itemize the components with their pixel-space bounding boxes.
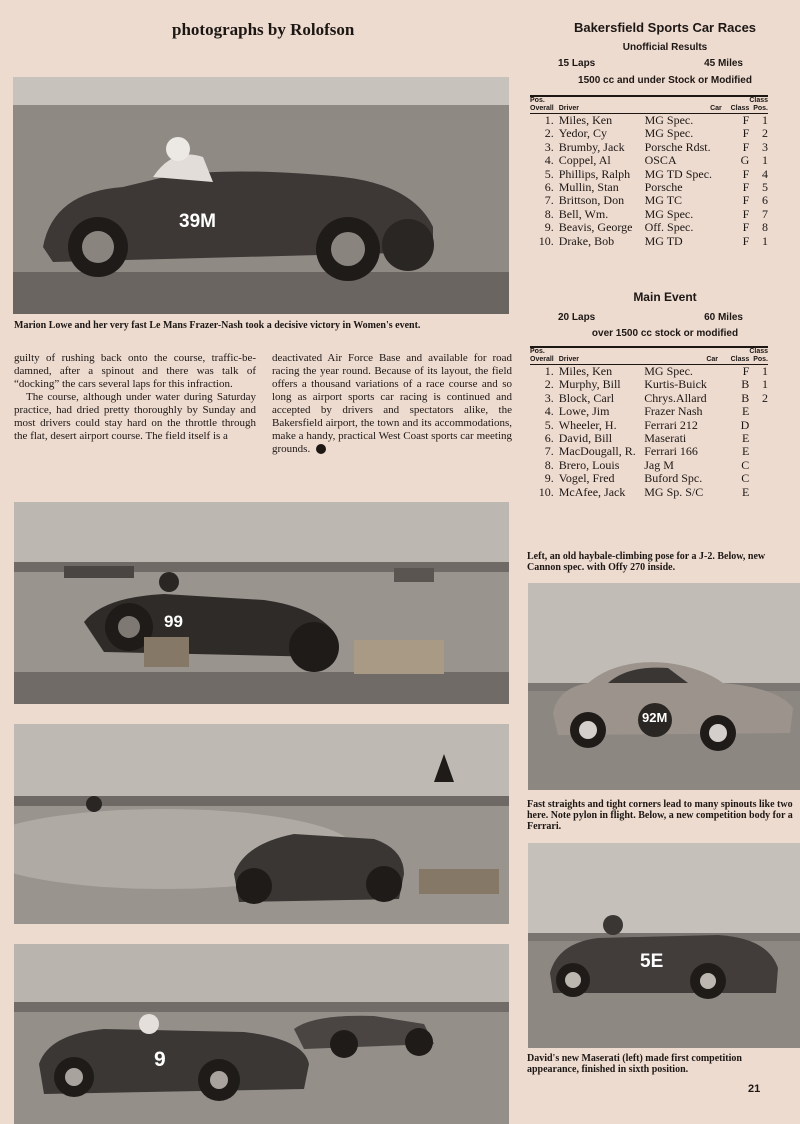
table-row (530, 445, 768, 458)
cell-position: 5. (544, 417, 554, 432)
cell-driver: Brumby, Jack (558, 139, 625, 154)
cell-driver: Brero, Louis (558, 457, 620, 472)
table-row (530, 168, 768, 181)
cell-class: B (741, 377, 750, 392)
cell-car: MG Spec. (644, 364, 693, 378)
header-car: Car (644, 347, 728, 365)
cell-class-position: 8 (762, 220, 768, 235)
cell-class: F (742, 206, 750, 221)
table-row (530, 181, 768, 194)
cell-class: F (742, 364, 750, 378)
cell-car: MG TD Spec. (644, 166, 713, 181)
cell-position: 4. (544, 404, 554, 419)
cell-class-position: 5 (762, 180, 768, 195)
cell-class: G (740, 153, 750, 168)
car-number-cannon: 92M (642, 710, 668, 725)
table-row (530, 405, 768, 418)
cell-car: MG Spec. (644, 206, 694, 221)
cell-car: MG Sp. S/C (644, 484, 704, 499)
cell-class-position: 6 (762, 193, 768, 208)
cell-position: 2. (544, 377, 554, 392)
cell-position: 5. (544, 166, 554, 181)
cell-class-position (749, 419, 768, 432)
race2-results-table (530, 346, 768, 499)
cell-car: MG TC (644, 193, 683, 208)
cell-class: E (741, 444, 750, 459)
cell-class-position: 1 (762, 153, 768, 168)
cell-position: 7. (544, 444, 554, 459)
cell-driver: David, Bill (558, 431, 613, 446)
table-row (530, 486, 768, 499)
table-row (530, 141, 768, 154)
cell-class: F (742, 113, 750, 127)
cell-car: Ferrari 212 (644, 417, 698, 432)
cell-class-position (749, 405, 768, 418)
cell-car: Ferrari 166 (644, 444, 698, 459)
car-number-frazer-nash: 39M (179, 211, 216, 232)
cell-car: MG Spec. (644, 126, 694, 141)
caption-straights: Fast straights and tight corners lead to many spinouts like two here. Note pylon in flight. Below, a new competition body for a Ferrari. (527, 799, 793, 832)
cell-position: 4. (544, 153, 554, 168)
table-row (530, 365, 768, 379)
cell-driver: Lowe, Jim (558, 404, 610, 419)
table-row (530, 194, 768, 207)
race1-class: 1500 cc and under Stock or Modified (578, 75, 752, 86)
table-header-row (530, 347, 768, 365)
car-number-j2: 99 (164, 612, 183, 631)
race1-laps: 15 Laps (558, 58, 596, 69)
race2-laps-row (558, 312, 743, 323)
cell-class: D (740, 417, 750, 432)
paragraph: deactivated Air Force Base and available for road racing the year round. Because of its layout, the field offers a thousand variations of a race course and so long as airport sports car racing is continued and accepted by drivers and spectators alike, the Bakersfield airport, the town and its accommodations, make a handy, practical West Coast sports car meeting grounds. (272, 352, 512, 455)
header-class-pos: Class Pos. (749, 97, 768, 112)
race2-title: Main Event (633, 290, 697, 304)
car-number-maserati: 9 (154, 1048, 166, 1071)
race2-laps: 20 Laps (558, 312, 596, 323)
cell-position: 6. (544, 431, 554, 446)
cell-class-position: 7 (762, 206, 768, 221)
cell-driver: Beavis, George (558, 220, 633, 235)
header-class: Class (728, 347, 749, 365)
cell-position: 1. (544, 364, 554, 378)
race2-miles: 60 Miles (704, 312, 743, 323)
photo-maserati (14, 944, 509, 1124)
header-class: Class (728, 96, 750, 114)
cell-position: 3. (544, 390, 554, 405)
cell-class-position: 1 (762, 233, 768, 248)
table-row (530, 208, 768, 221)
byline: photographs by Rolofson (172, 20, 355, 39)
cell-car: OSCA (644, 153, 677, 168)
header-driver: Driver (559, 347, 645, 365)
table-header-row (530, 96, 768, 114)
cell-position: 9. (544, 220, 554, 235)
table-row (530, 378, 768, 391)
race2-class: over 1500 cc stock or modified (591, 328, 739, 339)
cell-driver: Miles, Ken (558, 364, 613, 378)
cell-position: 10. (538, 484, 554, 499)
cell-class-position: 4 (762, 166, 768, 181)
table-row (530, 432, 768, 445)
cell-position: 6. (544, 180, 554, 195)
cell-class-position (749, 459, 768, 472)
race1-laps-row (558, 58, 743, 69)
cell-car: Kurtis-Buick (644, 377, 707, 392)
cell-class-position: 2 (762, 390, 768, 405)
cell-class: F (742, 139, 750, 154)
table-row (530, 235, 768, 248)
cell-car: Jag M (644, 457, 674, 472)
cell-class: E (741, 484, 750, 499)
cell-position: 8. (544, 457, 554, 472)
photo-ferrari-body (528, 843, 800, 1048)
cell-class: F (742, 233, 750, 248)
cell-driver: McAfee, Jack (558, 484, 626, 499)
header-car: Car (645, 96, 728, 114)
cell-class: E (741, 404, 750, 419)
cell-position: 2. (544, 126, 554, 141)
table-row (530, 392, 768, 405)
paragraph: guilty of rushing back onto the course, traffic-be-damned, after a spinout and there was talk of “docking” the cars several laps for this infraction. (14, 352, 256, 390)
cell-position: 9. (544, 471, 554, 486)
cell-driver: Yedor, Cy (558, 126, 608, 141)
cell-car: Porsche Rdst. (644, 139, 711, 154)
cell-driver: Mullin, Stan (558, 180, 619, 195)
cell-class: F (742, 166, 750, 181)
article-column-2 (272, 352, 512, 456)
table-row (530, 221, 768, 234)
cell-position: 10. (538, 233, 554, 248)
cell-car: MG Spec. (644, 113, 694, 127)
photo-j2-haybale (14, 502, 509, 704)
table-row (530, 154, 768, 167)
header-class-pos: Class Pos. (749, 348, 768, 363)
cell-class: F (742, 193, 750, 208)
end-mark-icon (316, 444, 326, 454)
race1-results-table (530, 95, 768, 248)
cell-position: 3. (544, 139, 554, 154)
cell-class: C (741, 471, 750, 486)
photo-cannon-spec (528, 583, 800, 790)
cell-driver: Murphy, Bill (558, 377, 621, 392)
page-number: 21 (748, 1083, 761, 1095)
cell-position: 8. (544, 206, 554, 221)
cell-class-position: 3 (762, 139, 768, 154)
cell-car: Off. Spec. (644, 220, 694, 235)
cell-car: MG TD (644, 233, 683, 248)
cell-class-position (749, 486, 768, 499)
table-row (530, 127, 768, 140)
cell-driver: Brittson, Don (558, 193, 625, 208)
header-pos: Pos. Overall (530, 96, 559, 114)
cell-class-position: 2 (762, 126, 768, 141)
cell-class-position: 1 (762, 364, 768, 378)
caption-frazer-nash: Marion Lowe and her very fast Le Mans Frazer-Nash took a decisive victory in Women's event. (14, 320, 421, 331)
cell-class-position (749, 472, 768, 485)
cell-class: F (742, 126, 750, 141)
cell-position: 7. (544, 193, 554, 208)
header-pos: Pos. Overall (530, 347, 559, 365)
table-row (530, 459, 768, 472)
cell-class-position (749, 432, 768, 445)
cell-driver: Vogel, Fred (558, 471, 615, 486)
photo-spinout (14, 724, 509, 924)
cell-driver: Wheeler, H. (558, 417, 617, 432)
cell-class: B (741, 390, 750, 405)
caption-maserati: David's new Maserati (left) made first competition appearance, finished in sixth position. (527, 1053, 742, 1075)
cell-car: Frazer Nash (644, 404, 703, 419)
cell-car: Buford Spc. (644, 471, 703, 486)
cell-driver: Block, Carl (558, 390, 615, 405)
cell-driver: Drake, Bob (558, 233, 615, 248)
cell-car: Maserati (644, 431, 687, 446)
cell-class: C (741, 457, 750, 472)
header-driver: Driver (559, 96, 645, 114)
photo-frazer-nash (13, 77, 509, 314)
cell-driver: Bell, Wm. (558, 206, 609, 221)
cell-driver: Phillips, Ralph (558, 166, 631, 181)
cell-driver: Coppel, Al (558, 153, 611, 168)
table-row (530, 114, 768, 128)
results-title: Bakersfield Sports Car Races (573, 20, 757, 35)
paragraph: The course, although under water during Saturday practice, had dried pretty thoroughly by Sunday and most drivers could stay hard on the throttle through the flat, desert airport course. The field itself is a (14, 391, 256, 442)
table-row (530, 472, 768, 485)
results-subtitle: Unofficial Results (622, 42, 708, 53)
cell-car: Porsche (644, 180, 683, 195)
car-number-ferrari: 5E (640, 951, 664, 972)
cell-class: E (741, 431, 750, 446)
cell-class: F (742, 220, 750, 235)
cell-driver: Miles, Ken (558, 113, 613, 127)
cell-class-position: 1 (762, 377, 768, 392)
caption-j2-cannon: Left, an old haybale-climbing pose for a J-2. Below, new Cannon spec. with Offy 270 inside. (527, 551, 766, 573)
cell-class-position: 1 (762, 113, 768, 127)
cell-driver: MacDougall, R. (558, 444, 636, 459)
cell-car: Chrys.Allard (644, 390, 707, 405)
cell-class-position (749, 445, 768, 458)
cell-class: F (742, 180, 750, 195)
cell-position: 1. (544, 113, 554, 127)
race1-miles: 45 Miles (704, 58, 743, 69)
article-column-1 (14, 352, 256, 443)
table-row (530, 419, 768, 432)
